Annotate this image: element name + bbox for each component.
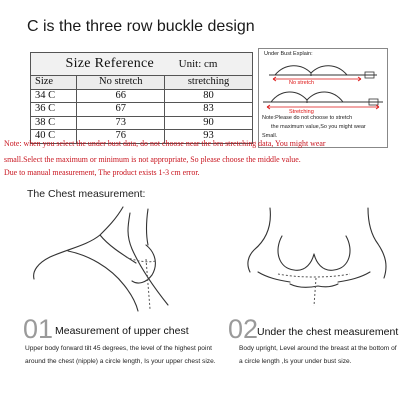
size-table-title-cell: [31, 53, 253, 76]
step-number: 02: [228, 314, 259, 344]
cell-stretching: 93: [165, 130, 253, 144]
chest-measurement-title: The Chest measurement:: [27, 188, 146, 200]
bra-stretching-illustration: [261, 87, 385, 111]
header-size: Size: [31, 76, 77, 90]
table-row: [31, 116, 253, 130]
header-stretching: stretching: [165, 76, 253, 90]
step-caption: Under the chest measurement: [257, 326, 399, 338]
upper-chest-illustration: [28, 205, 208, 313]
step-description-line-2: a circle length ,Is your under bust size.: [239, 358, 352, 365]
no-stretch-label: No stretch: [289, 80, 315, 86]
cell-no-stretch: 66: [77, 89, 165, 103]
cell-size: 38 C: [31, 116, 77, 130]
header-no-stretch: No stretch: [77, 76, 165, 90]
table-row: [31, 89, 253, 103]
bust-note-line-3: Small.: [262, 133, 278, 139]
size-table-title-row: [31, 53, 253, 76]
cell-size: 34 C: [31, 89, 77, 103]
step-description-line-2: around the chest (nipple) a circle length, Is your upper chest size.: [25, 358, 216, 365]
cell-no-stretch: 67: [77, 103, 165, 117]
bra-no-stretch-illustration: [265, 61, 381, 83]
size-reference-table: [30, 52, 253, 144]
under-chest-illustration: [238, 206, 408, 308]
size-table-title: Size Reference: [65, 55, 155, 71]
stretching-label: Stretching: [289, 109, 314, 115]
cell-stretching: 90: [165, 116, 253, 130]
step-description-line-1: Body upright, Level around the breast at the bottom of: [239, 345, 397, 352]
cell-stretching: 83: [165, 103, 253, 117]
warning-note-line-3: Due to manual measurement, The product exists 1-3 cm error.: [4, 168, 200, 177]
step-number: 01: [23, 314, 54, 344]
size-table-header-row: [31, 76, 253, 90]
bust-note-line-2: the maximum value,So you might wear: [271, 124, 366, 130]
step-caption: Measurement of upper chest: [55, 325, 189, 337]
cell-no-stretch: 73: [77, 116, 165, 130]
page-headline: C is the three row buckle design: [27, 18, 255, 35]
cell-stretching: 80: [165, 89, 253, 103]
bust-note-line-1: Note:Please do not choose to stretch: [262, 115, 353, 121]
under-bust-explain-panel: [258, 48, 388, 148]
cell-no-stretch: 76: [77, 130, 165, 144]
warning-note-line-2: small.Select the maximum or minimum is not appropriate, So please choose the middle value.: [4, 155, 301, 164]
bust-panel-title: Under Bust Explain:: [264, 51, 313, 57]
table-row: [31, 103, 253, 117]
step-description-line-1: Upper body forward tilt 45 degrees, the level of the highest point: [25, 345, 212, 352]
cell-size: 36 C: [31, 103, 77, 117]
size-table-unit: Unit: cm: [178, 57, 218, 70]
cell-size: 40 C: [31, 130, 77, 144]
warning-note-line-1: Note: when you select the under bust data, do not choose near the bra stretching data, You might wear: [4, 139, 326, 148]
